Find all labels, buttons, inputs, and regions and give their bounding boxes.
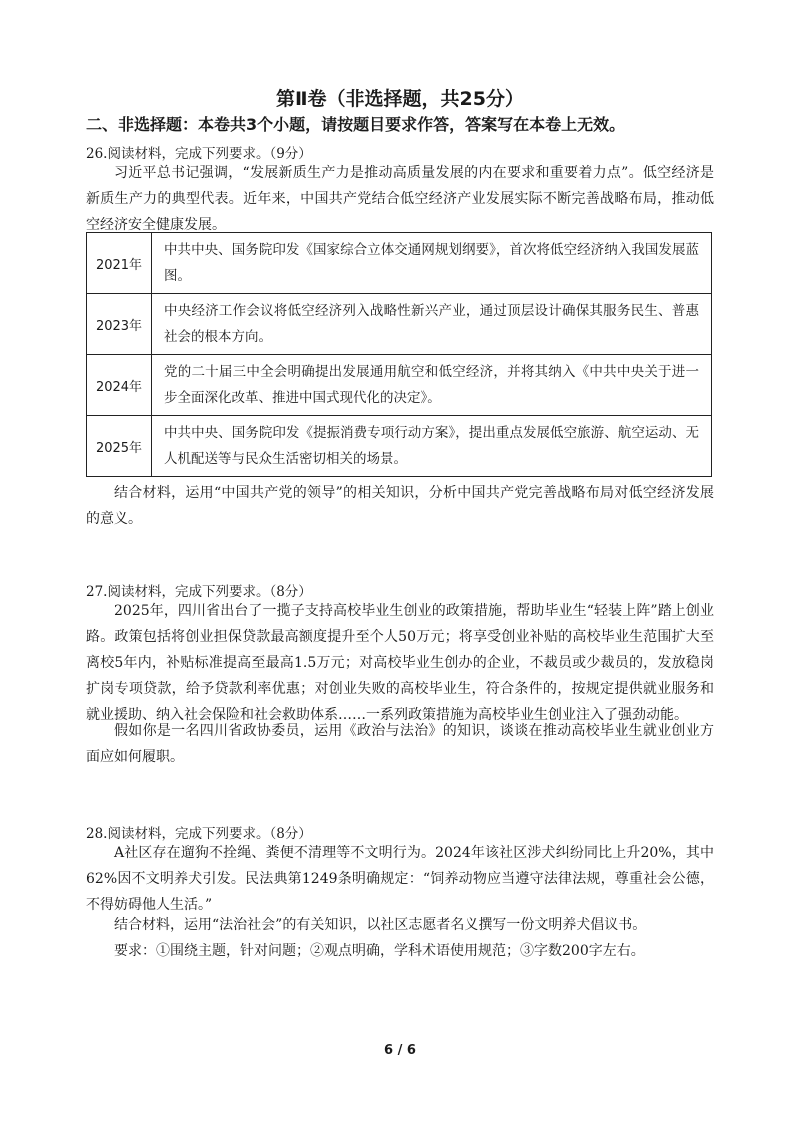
q28-requirements: 要求：①围绕主题，针对问题；②观点明确，学科术语使用规范；③字数200字左右。	[114, 943, 645, 959]
q26-title: 26.阅读材料，完成下列要求。（9分）	[86, 146, 312, 162]
row-event: 中央经济工作会议将低空经济列入战略性新兴产业，通过顶层设计确保其服务民生、普惠社会的根本方向。	[152, 294, 712, 355]
q27-material: 2025年，四川省出台了一揽子支持高校毕业生创业的政策措施，帮助毕业生“轻装上阵”踏上创业路。政策包括将创业担保贷款最高额度提升至个人50万元；将享受创业补贴的高校毕业生范围扩大至离校5年内，补贴标准提高至最高1.5万元；对高校毕业生创办的企业，不裁员或少裁员的，发放稳岗扩岗专项贷款，给予贷款利率优惠；对创业失败的高校毕业生，符合条件的，按规定提供就业服务和就业援助、纳入社会保险和社会救助体系……一系列政策措施为高校毕业生创业注入了强劲动能。	[86, 603, 714, 723]
table-row	[87, 416, 712, 477]
q28-title: 28.阅读材料，完成下列要求。（8分）	[86, 826, 312, 842]
row-year: 2023年	[87, 294, 152, 355]
q26-intro: 习近平总书记强调，“发展新质生产力是推动高质量发展的内在要求和重要着力点”。低空经济是新质生产力的典型代表。近年来，中国共产党结合低空经济产业发展实际不断完善战略布局，推动低空经济安全健康发展。	[86, 165, 714, 233]
row-event: 中共中央、国务院印发《国家综合立体交通网规划纲要》，首次将低空经济纳入我国发展蓝图。	[152, 233, 712, 294]
section-title: 第Ⅱ卷（非选择题，共25分）	[276, 88, 524, 110]
table-row	[87, 294, 712, 355]
q26-timeline-table	[86, 232, 712, 477]
row-event: 中共中央、国务院印发《提振消费专项行动方案》，提出重点发展低空旅游、航空运动、无人机配送等与民众生活密切相关的场景。	[152, 416, 712, 477]
row-event: 党的二十届三中全会明确提出发展通用航空和低空经济，并将其纳入《中共中央关于进一步全面深化改革、推进中国式现代化的决定》。	[152, 355, 712, 416]
page-number: 6 / 6	[384, 1043, 416, 1058]
q28-material: A社区存在遛狗不拴绳、粪便不清理等不文明行为。2024年该社区涉犬纠纷同比上升20%，其中62%因不文明养犬引发。民法典第1249条明确规定：“饲养动物应当遵守法律法规，尊重社会公德，不得妨碍他人生活。”	[86, 845, 714, 913]
row-year: 2021年	[87, 233, 152, 294]
row-year: 2024年	[87, 355, 152, 416]
row-year: 2025年	[87, 416, 152, 477]
table-row	[87, 355, 712, 416]
part-heading: 二、非选择题：本卷共3个小题，请按题目要求作答，答案写在本卷上无效。	[86, 115, 626, 134]
q28-task: 结合材料，运用“法治社会”的有关知识，以社区志愿者名义撰写一份文明养犬倡议书。	[114, 917, 647, 933]
q27-title: 27.阅读材料，完成下列要求。（8分）	[86, 584, 312, 600]
q26-task: 结合材料，运用“中国共产党的领导”的相关知识，分析中国共产党完善战略布局对低空经济发展的意义。	[86, 485, 714, 527]
q27-task: 假如你是一名四川省政协委员，运用《政治与法治》的知识，谈谈在推动高校毕业生就业创业方面应如何履职。	[86, 723, 714, 765]
table-row	[87, 233, 712, 294]
